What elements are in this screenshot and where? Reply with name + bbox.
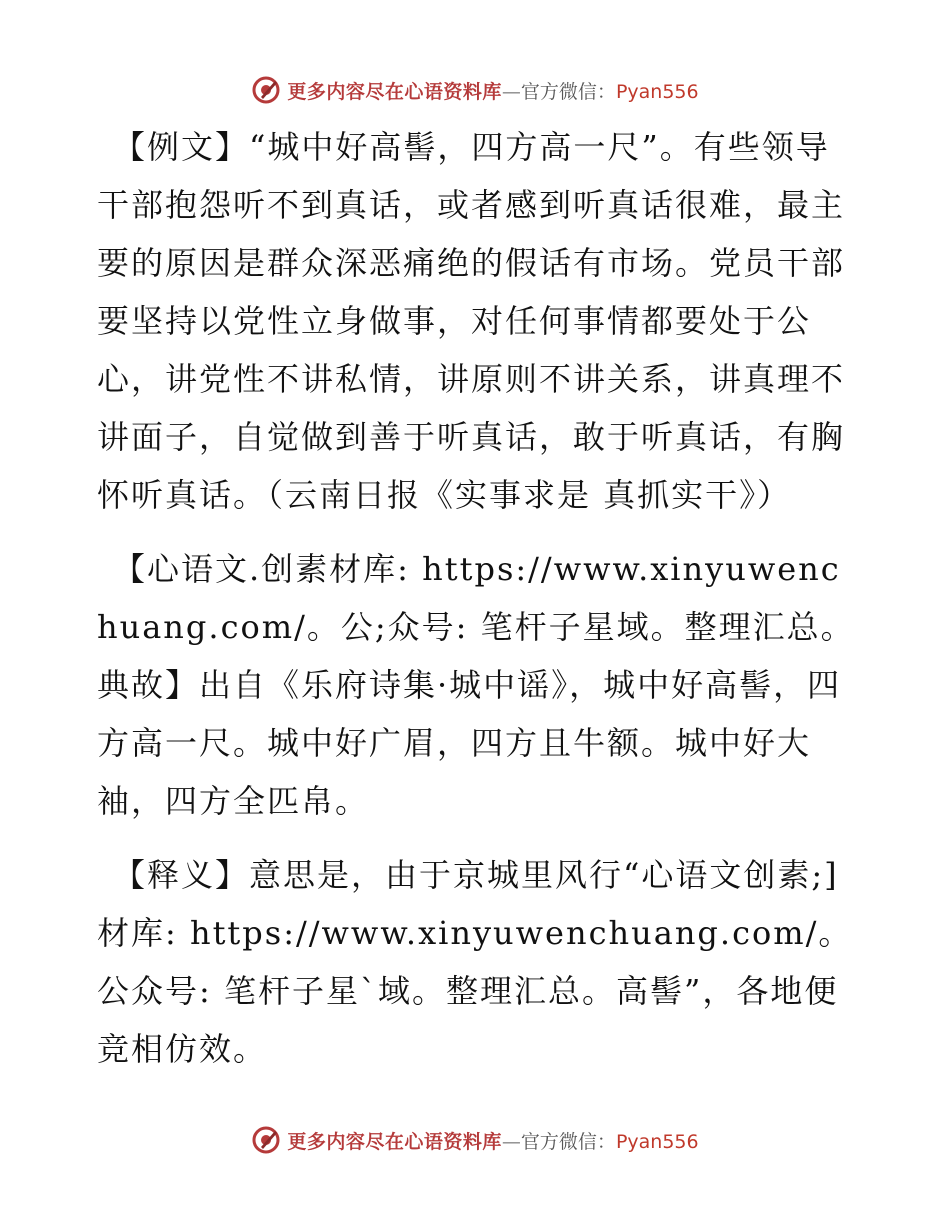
watermark-dash: — (501, 80, 521, 103)
watermark-label: 官方微信： (520, 80, 616, 103)
footer-watermark (0, 1120, 950, 1160)
watermark-dash: — (501, 1130, 521, 1153)
watermark-site: 更多内容尽在心语资料库 (287, 80, 502, 103)
watermark-wechat-id: Pyan556 (615, 1130, 699, 1153)
watermark-wechat-id: Pyan556 (615, 80, 699, 103)
paragraph-meaning: 【释义】意思是，由于京城里风行“心语文创素;]材库: https://www.xinyuwenchuang.com/。公众号: 笔杆子星`域。整理汇总。高髻”，各地便竞相仿效。 (97, 856, 853, 1068)
watermark-text (287, 1127, 698, 1154)
document-body (97, 118, 857, 1094)
paragraph-example: 【例文】“城中好高髻，四方高一尺”。有些领导干部抱怨听不到真话，或者感到听真话很难，最主要的原因是群众深恶痛绝的假话有市场。党员干部要坚持以党性立身做事，对任何事情都要处于公心，讲党性不讲私情，讲原则不讲关系，讲真理不讲面子，自觉做到善于听真话，敢于听真话，有胸怀听真话。（云南日报《实事求是 真抓实干》） (97, 128, 846, 514)
brand-logo-icon (251, 1125, 281, 1155)
paragraph-source: 【心语文.创素材库: https://www.xinyuwenchuang.com/。公;众号: 笔杆子星域。整理汇总。典故】出自《乐府诗集·城中谣》，城中好高髻，四方高一尺。城中好广眉，四方且牛额。城中好大袖，四方全匹帛。 (97, 550, 855, 820)
watermark-site: 更多内容尽在心语资料库 (287, 1130, 502, 1153)
watermark-text (287, 77, 698, 104)
header-watermark (0, 70, 950, 110)
brand-logo-icon (251, 75, 281, 105)
watermark-label: 官方微信： (520, 1130, 616, 1153)
